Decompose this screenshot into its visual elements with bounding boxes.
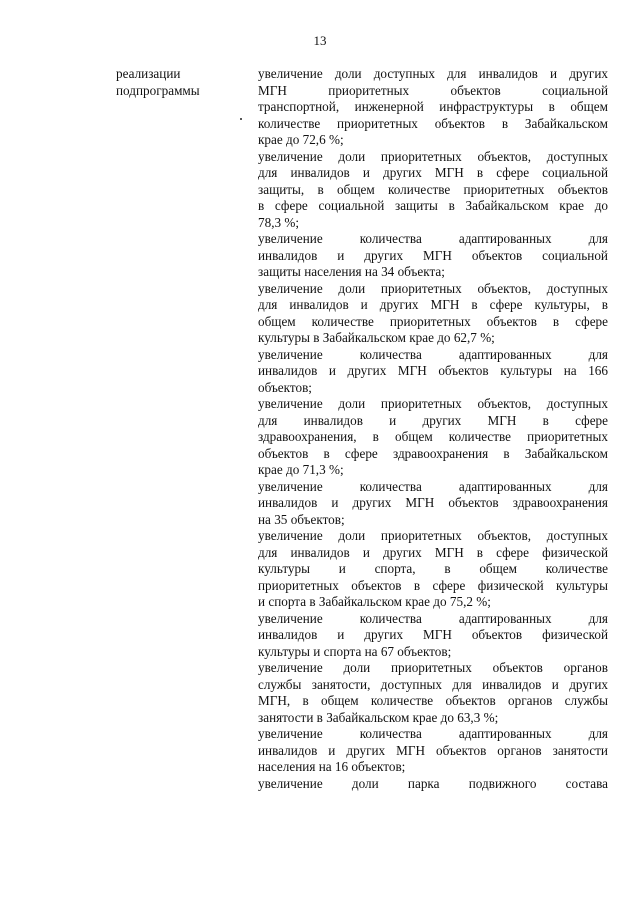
paragraph-line: увеличение количества адаптированных для [258, 231, 608, 246]
paragraph-line: для инвалидов и других МГН в сфере культуры, в [258, 297, 608, 312]
paragraph-line: инвалидов и других МГН объектов органов занятости [258, 742, 608, 758]
indicator-paragraph [258, 149, 608, 232]
paragraph-line: объектов; [258, 379, 312, 395]
left-column-label [116, 66, 236, 99]
paragraph-line: крае до 71,3 %; [258, 462, 344, 477]
paragraph-line: увеличение количества адаптированных для [258, 726, 608, 741]
paragraph-line: для инвалидов и других МГН в сфере социальной [258, 165, 608, 180]
stray-dot [240, 118, 242, 120]
paragraph-line: для инвалидов и других МГН в сфере [258, 412, 608, 428]
paragraph-line: МГН приоритетных объектов социальной [258, 82, 608, 98]
left-column-line: реализации [116, 66, 181, 81]
paragraph-line: приоритетных объектов в сфере физической культуры [258, 577, 608, 593]
indicator-paragraph [258, 528, 608, 611]
paragraph-line: инвалидов и других МГН объектов физической [258, 627, 608, 642]
paragraph-line: населения на 16 объектов; [258, 759, 406, 774]
paragraph-line: транспортной, инженерной инфраструктуры в общем [258, 99, 608, 114]
paragraph-line: общем количестве приоритетных объектов в сфере [258, 313, 608, 329]
paragraph-line: инвалидов и других МГН объектов культуры на 166 [258, 363, 608, 378]
paragraph-line: инвалидов и других МГН объектов здравоохранения [258, 495, 608, 510]
indicator-paragraph [258, 776, 608, 793]
page-number: 13 [313, 33, 327, 48]
indicator-paragraph [258, 611, 608, 661]
indicator-paragraph [258, 281, 608, 347]
paragraph-line: 78,3 %; [258, 214, 300, 230]
paragraph-line: службы занятости, доступных для инвалидов и других [258, 676, 608, 692]
paragraph-line: занятости в Забайкальском крае до 63,3 %; [258, 709, 499, 725]
indicator-paragraph [258, 726, 608, 776]
paragraph-line: культуры и спорта на 67 объектов; [258, 643, 452, 659]
paragraph-line: МГН, в общем количестве объектов органов службы [258, 693, 608, 708]
paragraph-line: увеличение количества адаптированных для [258, 610, 608, 626]
paragraph-line: объектов в сфере здравоохранения в Забайкальском [258, 445, 608, 461]
indicator-paragraph [258, 347, 608, 397]
paragraph-line: инвалидов и других МГН объектов социальной [258, 247, 608, 263]
paragraph-line: увеличение доли приоритетных объектов, доступных [258, 148, 608, 164]
paragraph-line: увеличение доли приоритетных объектов, доступных [258, 528, 608, 543]
paragraph-line: для инвалидов и других МГН в сфере физической [258, 544, 608, 560]
paragraph-line: увеличение доли приоритетных объектов, доступных [258, 396, 608, 411]
paragraph-line: на 35 объектов; [258, 511, 345, 527]
paragraph-line: культуры в Забайкальском крае до 62,7 %; [258, 330, 495, 345]
indicator-paragraph [258, 231, 608, 281]
paragraph-line: в сфере социальной защиты в Забайкальском крае до [258, 198, 608, 213]
paragraph-line: крае до 72,6 %; [258, 132, 344, 147]
indicator-paragraph [258, 396, 608, 479]
indicator-paragraph [258, 479, 608, 529]
paragraph-line: увеличение доли приоритетных объектов, доступных [258, 280, 608, 296]
paragraph-line: увеличение доли парка подвижного состава [258, 775, 608, 791]
paragraph-line: увеличение доли приоритетных объектов органов [258, 660, 608, 675]
right-column-text [258, 66, 608, 792]
paragraph-line: количестве приоритетных объектов в Забайкальском [258, 115, 608, 131]
left-column-line: подпрограммы [116, 82, 200, 98]
paragraph-line: увеличение количества адаптированных для [258, 478, 608, 494]
indicator-paragraph [258, 660, 608, 726]
paragraph-line: защиты, в общем количестве приоритетных объектов [258, 181, 608, 197]
paragraph-line: культуры и спорта, в общем количестве [258, 561, 608, 576]
paragraph-line: увеличение количества адаптированных для [258, 346, 608, 362]
indicator-paragraph [258, 66, 608, 149]
paragraph-line: здравоохранения, в общем количестве приоритетных [258, 429, 608, 444]
paragraph-line: увеличение доли доступных для инвалидов и других [258, 66, 608, 81]
paragraph-line: защиты населения на 34 объекта; [258, 264, 445, 279]
paragraph-line: и спорта в Забайкальском крае до 75,2 %; [258, 594, 491, 609]
